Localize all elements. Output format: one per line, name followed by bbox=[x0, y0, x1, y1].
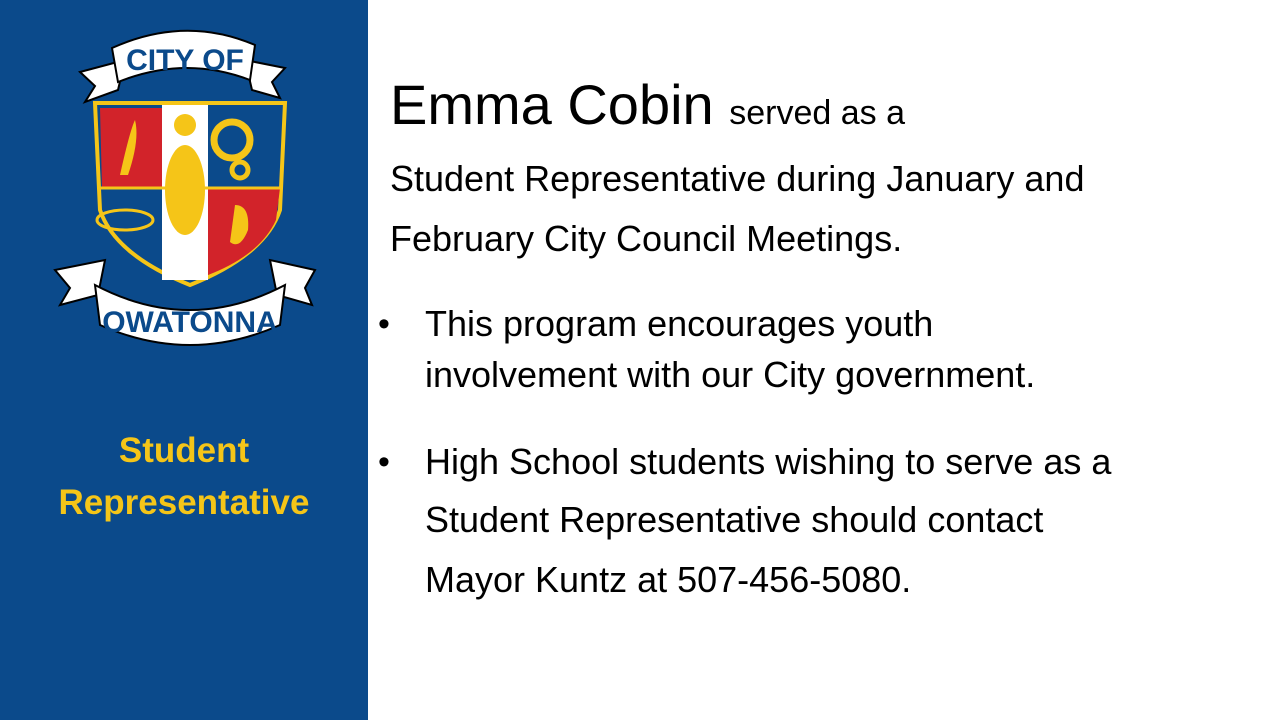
sidebar-title-line2: Representative bbox=[58, 483, 310, 522]
sidebar-title bbox=[0, 425, 368, 529]
bullet-2-line2: Student Representative should contact bbox=[425, 499, 1044, 540]
sidebar-panel bbox=[0, 0, 368, 720]
bullet-marker: • bbox=[378, 443, 390, 481]
bullet-1-line1: This program encourages youth bbox=[425, 303, 934, 344]
bullet-1-line2: involvement with our City government. bbox=[425, 354, 1036, 395]
headline bbox=[390, 72, 905, 137]
bullet-2-line1: High School students wishing to serve as a bbox=[425, 441, 1112, 482]
bullet-2-line3: Mayor Kuntz at 507-456-5080. bbox=[425, 559, 912, 600]
bullet-marker: • bbox=[378, 305, 390, 343]
headline-line2: Student Representative during January and bbox=[390, 158, 1085, 199]
student-name: Emma Cobin bbox=[390, 73, 714, 136]
served-text: served as a bbox=[729, 94, 905, 132]
city-of-owatonna-seal bbox=[40, 20, 340, 360]
headline-line3: February City Council Meetings. bbox=[390, 218, 903, 259]
sidebar-title-line1: Student bbox=[118, 431, 250, 470]
logo-text-top: CITY OF bbox=[126, 44, 244, 77]
logo-text-bottom: OWATONNA bbox=[102, 306, 278, 339]
